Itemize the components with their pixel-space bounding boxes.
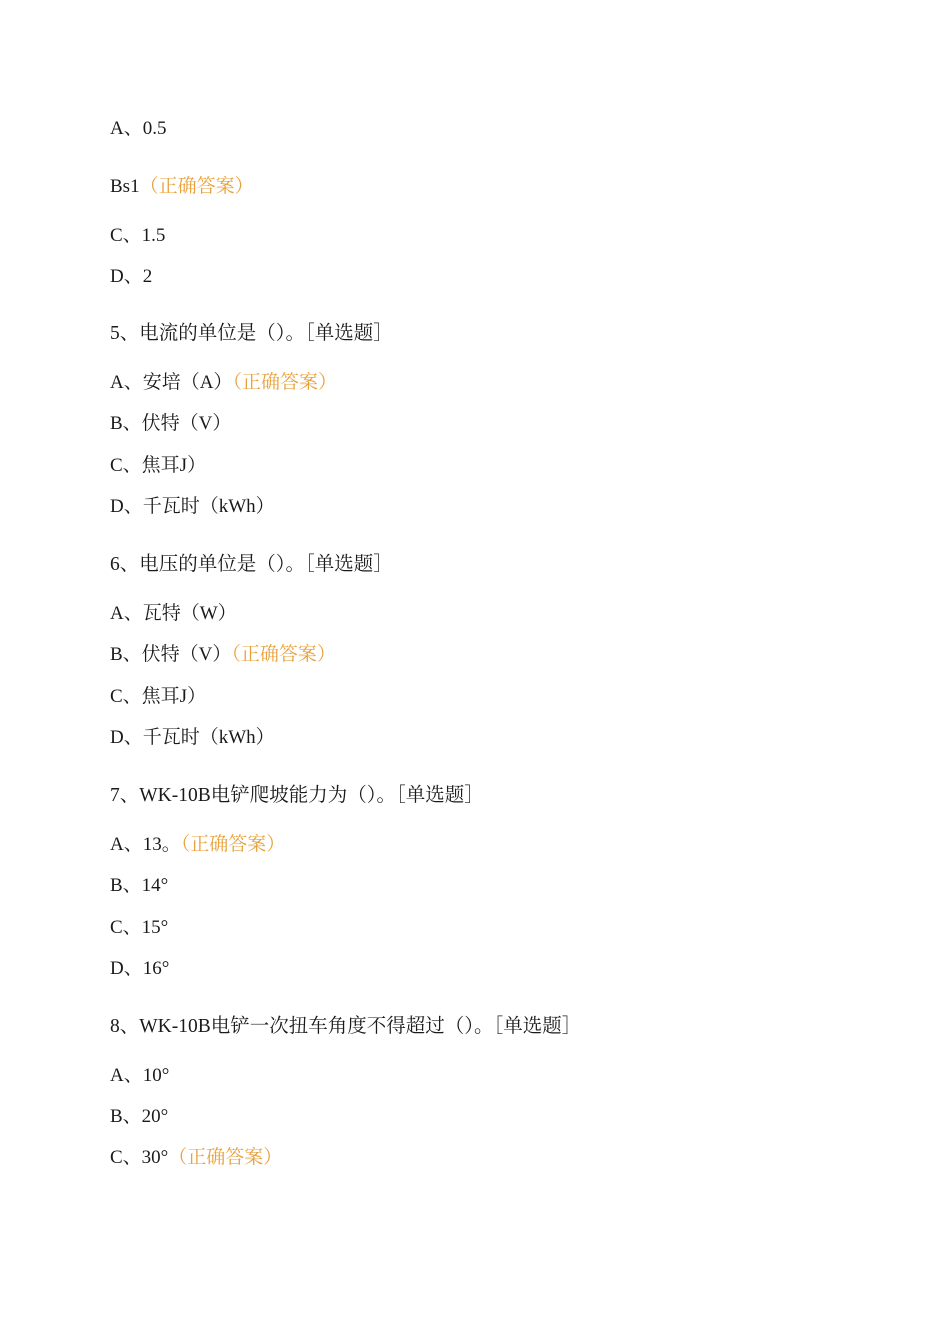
- correct-answer-label: （正确答案）: [231, 644, 336, 665]
- option-line: [110, 454, 206, 478]
- option-line: [110, 957, 169, 981]
- option-text: B、伏特（V）: [110, 644, 232, 665]
- option-line: [110, 643, 336, 667]
- option-text: A、13。: [110, 834, 181, 855]
- correct-answer-label: （正确答案）: [168, 1147, 283, 1168]
- correct-answer-label: （正确答案）: [232, 372, 337, 393]
- option-line: [110, 602, 237, 626]
- option-text: C、焦耳J）: [110, 686, 207, 707]
- option-line: [110, 175, 254, 199]
- question-line: [110, 322, 393, 346]
- option-line: [110, 1105, 168, 1129]
- question-line: [110, 1015, 581, 1039]
- option-text: Bs1: [110, 176, 140, 197]
- option-text: B、伏特（V）: [110, 413, 232, 434]
- option-line: [110, 117, 166, 141]
- option-text: A、瓦特（W）: [110, 603, 237, 624]
- question-text: 8、WK-10B电铲一次扭车角度不得超过（）。［单选题］: [110, 1016, 582, 1037]
- option-text: A、0.5: [110, 118, 167, 139]
- option-text: A、10°: [110, 1065, 170, 1086]
- option-line: [110, 726, 275, 750]
- option-line: [110, 265, 152, 289]
- option-line: [110, 412, 231, 436]
- option-line: [110, 371, 337, 395]
- correct-answer-label: （正确答案）: [139, 176, 254, 197]
- option-text: C、15°: [110, 917, 169, 938]
- option-text: D、2: [110, 266, 153, 287]
- option-line: [110, 495, 275, 519]
- option-line: [110, 1064, 169, 1088]
- option-text: D、千瓦时（kWh）: [110, 496, 275, 517]
- option-text: C、1.5: [110, 225, 166, 246]
- option-text: D、千瓦时（kWh）: [110, 727, 275, 748]
- question-text: 7、WK-10B电铲爬坡能力为（）。［单选题］: [110, 785, 484, 806]
- question-text: 5、电流的单位是（）。［单选题］: [110, 323, 393, 344]
- question-text: 6、电压的单位是（）。［单选题］: [110, 554, 393, 575]
- option-line: [110, 685, 206, 709]
- option-line: [110, 1146, 282, 1170]
- option-line: [110, 224, 165, 248]
- option-line: [110, 874, 168, 898]
- option-text: D、16°: [110, 958, 170, 979]
- correct-answer-label: （正确答案）: [180, 834, 286, 855]
- option-text: A、安培（A）: [110, 372, 233, 393]
- option-line: [110, 833, 285, 857]
- question-line: [110, 784, 484, 808]
- option-text: B、20°: [110, 1106, 169, 1127]
- option-text: B、14°: [110, 875, 169, 896]
- question-line: [110, 553, 393, 577]
- option-text: C、焦耳J）: [110, 455, 207, 476]
- option-text: C、30°: [110, 1147, 169, 1168]
- option-line: [110, 916, 168, 940]
